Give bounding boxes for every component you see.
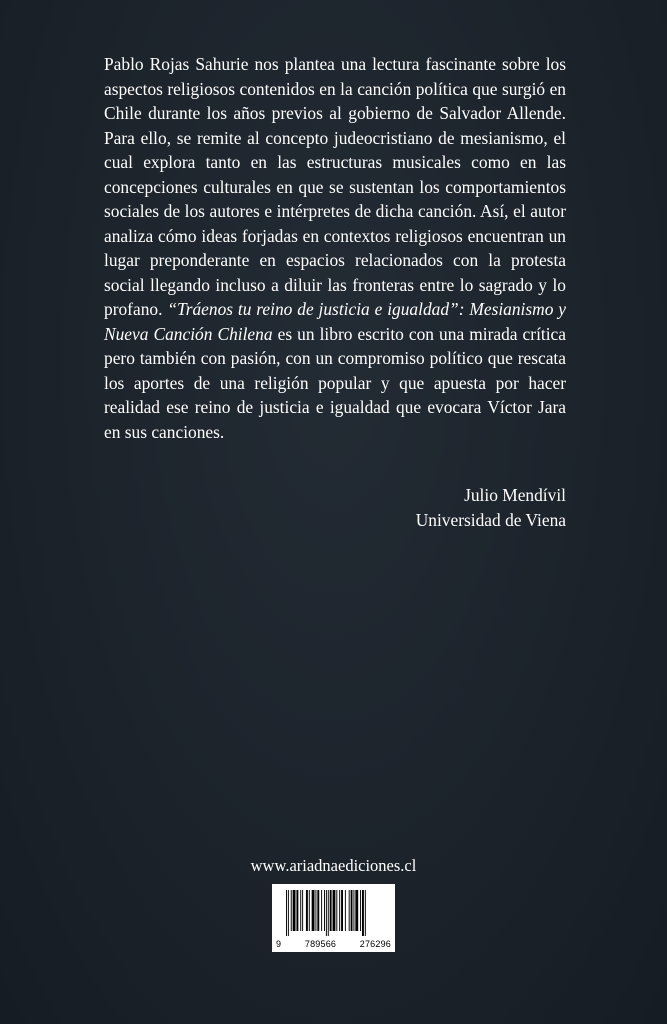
barcode-bar	[317, 890, 319, 931]
barcode-bar	[355, 890, 358, 931]
barcode-bar	[300, 890, 301, 931]
attribution-name: Julio Mendívil	[464, 485, 566, 505]
barcode-bar	[336, 890, 337, 931]
barcode-bar	[321, 890, 322, 931]
barcode-bar	[315, 890, 316, 931]
barcode-bar	[349, 890, 350, 931]
barcode-bar	[362, 890, 364, 936]
publisher-website: www.ariadnaediciones.cl	[250, 856, 417, 875]
barcode-bar	[302, 890, 303, 931]
barcode-digits	[276, 939, 391, 949]
barcode-bars-graphic	[286, 890, 387, 936]
barcode-bar	[288, 890, 289, 936]
barcode-bar	[286, 890, 287, 936]
barcode-bar	[345, 890, 346, 931]
barcode-bar	[291, 890, 292, 931]
blurb-attribution	[104, 483, 566, 532]
barcode-bar	[309, 890, 310, 931]
barcode-digit-first: 9	[276, 939, 282, 949]
barcode-digits-right: 276296	[359, 939, 391, 949]
barcode-bar	[341, 890, 343, 931]
barcode-bar	[339, 890, 340, 931]
barcode-bar	[365, 890, 366, 936]
blurb-text-part1: Pablo Rojas Sahurie nos plantea una lectura fascinante sobre los aspectos religiosos contenidos en la canción política que surgió en Chile durante los años previos al gobierno de Salvador Allende. Para ello, se remite al concepto judeocristiano de mesianismo, el cual explora tanto en las estructuras musicales como en las concepciones culturales en que se sustentan los comportamientos sociales de los autores e intérpretes de dicha canción. Así, el autor analiza cómo ideas forjadas en contextos religiosos encuentran un lugar preponderante en espacios relacionados con la protesta social llegando incluso a diluir las fronteras entre lo sagrado y lo profano.	[104, 54, 566, 319]
attribution-affiliation: Universidad de Viena	[415, 509, 566, 530]
barcode-bar	[351, 890, 353, 931]
barcode-bar	[360, 890, 361, 931]
barcode-bar	[306, 890, 308, 931]
blurb-text-part2: es un libro escrito con una mirada crítica pero también con pasión, con un compromiso político que rescata los aportes de una religión popular y que apuesta por hacer realidad ese reino de justicia e igualdad que evocara Víctor Jara en sus canciones.	[104, 323, 566, 442]
barcode-bar	[328, 890, 329, 936]
barcode-bar	[333, 890, 336, 931]
barcode-bar	[353, 890, 354, 931]
barcode-bar	[293, 890, 296, 931]
barcode-bar	[312, 890, 315, 931]
barcode-bar	[324, 890, 325, 931]
barcode-digits-left: 789566	[304, 939, 337, 949]
barcode-bar	[296, 890, 298, 931]
barcode-bar	[326, 890, 327, 936]
book-title-italic: “Tráenos tu reino de justicia e igualdad”: Mesianismo y Nueva Canción Chilena	[104, 299, 567, 344]
isbn-barcode	[272, 884, 395, 952]
barcode-bar	[330, 890, 332, 931]
back-cover-blurb	[104, 52, 566, 444]
